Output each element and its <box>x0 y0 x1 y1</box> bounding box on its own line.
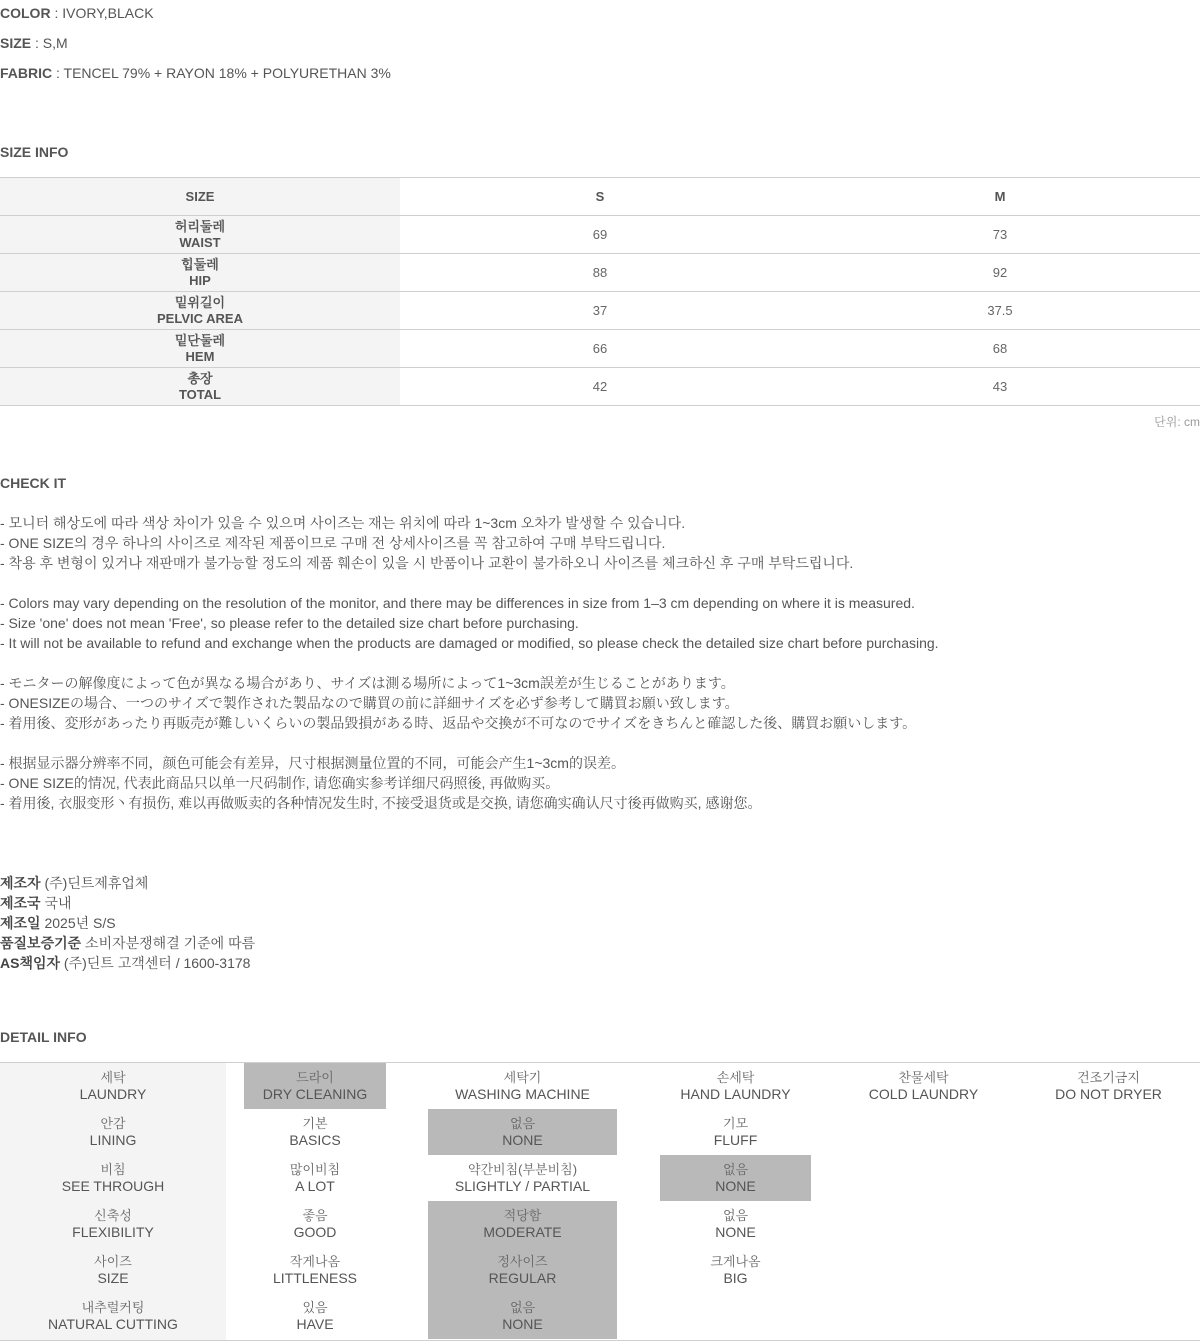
option-ko: 정사이즈 <box>497 1254 548 1269</box>
country-key: 제조국 <box>0 895 41 911</box>
detail-option-selected <box>428 1109 617 1155</box>
size-header-label: SIZE <box>0 178 400 215</box>
option-en: NONE <box>715 1224 756 1240</box>
table-row <box>0 292 1200 330</box>
option-ko: 작게나옴 <box>289 1254 341 1269</box>
spec-color-key: COLOR <box>0 5 51 21</box>
size-table <box>0 177 1200 406</box>
option-ko: 건조기금지 <box>1077 1070 1140 1085</box>
detail-row-label <box>0 1063 226 1109</box>
size-value-s: 37 <box>592 303 608 318</box>
as-contact-key: AS책임자 <box>0 955 61 971</box>
detail-label-ko: 사이즈 <box>94 1254 132 1269</box>
size-header-m: M <box>994 189 1006 204</box>
option-en: HAVE <box>296 1316 334 1332</box>
size-value-m: 92 <box>992 265 1008 280</box>
detail-label-en: NATURAL CUTTING <box>48 1316 178 1332</box>
option-en: SLIGHTLY / PARTIAL <box>454 1178 591 1194</box>
size-value-m: 68 <box>992 341 1008 356</box>
size-row-label-en: TOTAL <box>178 386 222 402</box>
country-value: 국내 <box>40 895 72 911</box>
check-line: - 着用後、変形があったり再販売が難しいくらいの製品毀損がある時、返品や交換が不可なのでサイズをきちんと確認した後、購買お願いします。 <box>0 715 917 731</box>
as-contact-line <box>0 953 250 973</box>
check-line: - ONE SIZE的情况, 代表此商品只以单一尺码制作, 请您确实参考详细尺码照後, 再做购买。 <box>0 775 560 791</box>
check-line: - Size 'one' does not mean 'Free', so please refer to the detailed size chart before purchasing. <box>0 615 579 631</box>
detail-row-label <box>0 1201 226 1247</box>
option-en: NONE <box>715 1178 756 1194</box>
date-value: 2025년 S/S <box>40 915 116 931</box>
detail-info-title: DETAIL INFO <box>0 1029 87 1045</box>
option-en: GOOD <box>293 1224 337 1240</box>
manufacturer-key: 제조자 <box>0 875 41 891</box>
size-value-s: 88 <box>592 265 608 280</box>
detail-label-en: LINING <box>89 1132 137 1148</box>
detail-option <box>660 1109 811 1155</box>
option-en: HAND LAUNDRY <box>680 1086 791 1102</box>
size-unit-note: 단위: cm <box>1154 415 1200 429</box>
option-en: DRY CLEANING <box>262 1086 368 1102</box>
size-row-label-ko: 힙둘레 <box>181 256 219 272</box>
warranty-line <box>0 933 255 953</box>
spec-fabric <box>0 64 391 82</box>
option-en: NONE <box>502 1316 543 1332</box>
size-value-m: 43 <box>992 379 1008 394</box>
size-row-label-en: WAIST <box>179 234 221 250</box>
table-row <box>0 368 1200 406</box>
option-en: NONE <box>502 1132 543 1148</box>
check-line: - It will not be available to refund and exchange when the products are damaged or modified, so please check the detailed size chart before purchasing. <box>0 635 939 651</box>
option-ko: 적당함 <box>503 1208 542 1223</box>
option-en: DO NOT DRYER <box>1055 1086 1162 1102</box>
detail-row-label <box>0 1247 226 1293</box>
size-row-label-en: HEM <box>185 348 215 364</box>
detail-label-en: SEE THROUGH <box>61 1178 165 1194</box>
detail-option-selected <box>244 1063 386 1109</box>
size-value-m: 73 <box>992 227 1008 242</box>
detail-option <box>244 1247 386 1293</box>
option-en: MODERATE <box>483 1224 562 1240</box>
check-line: - 착용 후 변형이 있거나 재판매가 불가능할 정도의 제품 훼손이 있을 시 반품이나 교환이 불가하오니 사이즈를 체크하신 후 구매 부탁드립니다. <box>0 555 854 571</box>
size-row-label-ko: 허리둘레 <box>174 218 226 234</box>
option-ko: 기본 <box>302 1116 328 1131</box>
option-ko: 손세탁 <box>716 1070 755 1085</box>
detail-label-ko: 세탁 <box>100 1070 126 1085</box>
size-row-label <box>0 216 400 253</box>
spec-color <box>0 4 154 22</box>
option-ko: 없음 <box>722 1162 749 1177</box>
detail-option <box>660 1063 811 1109</box>
spec-fabric-value: : TENCEL 79% + RAYON 18% + POLYURETHAN 3% <box>52 65 391 81</box>
size-table-header <box>0 178 1200 216</box>
check-line: - ONE SIZE의 경우 하나의 사이즈로 제작된 제품이므로 구매 전 상세사이즈를 꼭 참고하여 구매 부탁드립니다. <box>0 535 666 551</box>
option-ko: 있음 <box>302 1300 328 1315</box>
date-key: 제조일 <box>0 915 41 931</box>
option-ko: 찬물세탁 <box>898 1070 949 1085</box>
size-row-label <box>0 368 400 405</box>
detail-label-ko: 비침 <box>100 1162 126 1177</box>
table-row <box>0 330 1200 368</box>
size-value-s: 66 <box>592 341 608 356</box>
detail-option <box>1030 1063 1187 1109</box>
check-line: - 모니터 해상도에 따라 색상 차이가 있을 수 있으며 사이즈는 재는 위치에 따라 1~3cm 오차가 발생할 수 있습니다. <box>0 515 686 531</box>
size-row-label <box>0 330 400 367</box>
date-line <box>0 913 116 933</box>
detail-option-selected <box>428 1201 617 1247</box>
detail-option <box>660 1247 811 1293</box>
size-value-m: 37.5 <box>987 303 1013 318</box>
option-ko: 좋음 <box>302 1208 328 1223</box>
option-en: BIG <box>723 1270 748 1286</box>
detail-row-label <box>0 1155 226 1201</box>
option-ko: 크게나옴 <box>710 1254 761 1269</box>
manufacturer-line <box>0 873 148 893</box>
detail-label-en: FLEXIBILITY <box>72 1224 154 1240</box>
option-ko: 약간비침(부분비침) <box>467 1162 578 1177</box>
option-en: FLUFF <box>713 1132 758 1148</box>
check-line: - モニターの解像度によって色が異なる場合があり、サイズは測る場所によって1~3cm誤差が生じることがあります。 <box>0 675 735 691</box>
check-line: - ONESIZEの場合、一つのサイズで製作された製品なので購買の前に詳細サイズを必ず参考して購買お願い致します。 <box>0 695 739 711</box>
option-ko: 없음 <box>509 1300 536 1315</box>
country-line <box>0 893 72 913</box>
detail-option-selected <box>428 1247 617 1293</box>
detail-option-selected <box>660 1155 811 1201</box>
detail-label-ko: 신축성 <box>94 1208 132 1223</box>
size-row-label-ko: 밑단둘레 <box>174 332 226 348</box>
option-en: REGULAR <box>488 1270 557 1286</box>
size-row-label-en: HIP <box>189 272 211 288</box>
check-line: - 根据显示器分辨率不同，颜色可能会有差异，尺寸根据测量位置的不同，可能会产生1~3cm的误差。 <box>0 755 625 771</box>
check-it-title: CHECK IT <box>0 475 67 491</box>
spec-size-key: SIZE <box>0 35 32 51</box>
detail-option <box>244 1293 386 1339</box>
warranty-value: 소비자분쟁해결 기준에 따름 <box>81 935 256 951</box>
detail-option <box>848 1063 999 1109</box>
detail-label-en: LAUNDRY <box>79 1086 147 1102</box>
detail-option <box>428 1063 617 1109</box>
as-contact-value: (주)딘트 고객센터 / 1600-3178 <box>60 955 251 971</box>
detail-label-ko: 안감 <box>100 1116 126 1131</box>
option-en: BASICS <box>289 1132 341 1148</box>
option-ko: 없음 <box>509 1116 536 1131</box>
option-en: LITTLENESS <box>272 1270 358 1286</box>
spec-color-value: : IVORY,BLACK <box>50 5 154 21</box>
option-ko: 드라이 <box>296 1070 334 1085</box>
detail-row-label <box>0 1109 226 1155</box>
option-en: COLD LAUNDRY <box>868 1086 979 1102</box>
size-row-label <box>0 254 400 291</box>
size-row-label-en: PELVIC AREA <box>157 310 243 326</box>
detail-label-en: SIZE <box>97 1270 129 1286</box>
detail-label-ko: 내추럴커팅 <box>81 1300 145 1315</box>
size-value-s: 69 <box>592 227 608 242</box>
spec-fabric-key: FABRIC <box>0 65 53 81</box>
detail-table <box>0 1062 1200 1341</box>
manufacturer-value: (주)딘트제휴업체 <box>40 875 149 891</box>
detail-option <box>660 1201 811 1247</box>
option-en: WASHING MACHINE <box>455 1086 590 1102</box>
size-info-title: SIZE INFO <box>0 144 69 160</box>
option-ko: 없음 <box>722 1208 749 1223</box>
option-ko: 세탁기 <box>503 1070 542 1085</box>
detail-option <box>244 1201 386 1247</box>
spec-size-value: : S,M <box>31 35 68 51</box>
detail-row-label <box>0 1293 226 1339</box>
detail-option <box>244 1109 386 1155</box>
size-row-label-ko: 총장 <box>187 370 213 386</box>
option-en: A LOT <box>295 1178 335 1194</box>
table-row <box>0 254 1200 292</box>
size-value-s: 42 <box>592 379 608 394</box>
table-row <box>0 216 1200 254</box>
option-ko: 많이비침 <box>289 1162 341 1177</box>
check-line: - 着用後, 衣服变形丶有损伤, 难以再做贩卖的各种情况发生时, 不接受退货或是交换, 请您确实确认尺寸後再做购买, 感谢您。 <box>0 795 762 811</box>
option-ko: 기모 <box>722 1116 749 1131</box>
size-row-label <box>0 292 400 329</box>
check-line: - Colors may vary depending on the resolution of the monitor, and there may be differences in size from 1–3 cm depending on where it is measured. <box>0 595 915 611</box>
warranty-key: 품질보증기준 <box>0 935 82 951</box>
size-header-s: S <box>595 189 605 204</box>
detail-option-selected <box>428 1293 617 1339</box>
detail-option <box>244 1155 386 1201</box>
size-row-label-ko: 밑위길이 <box>174 294 226 310</box>
spec-size <box>0 34 68 52</box>
detail-option <box>428 1155 617 1201</box>
